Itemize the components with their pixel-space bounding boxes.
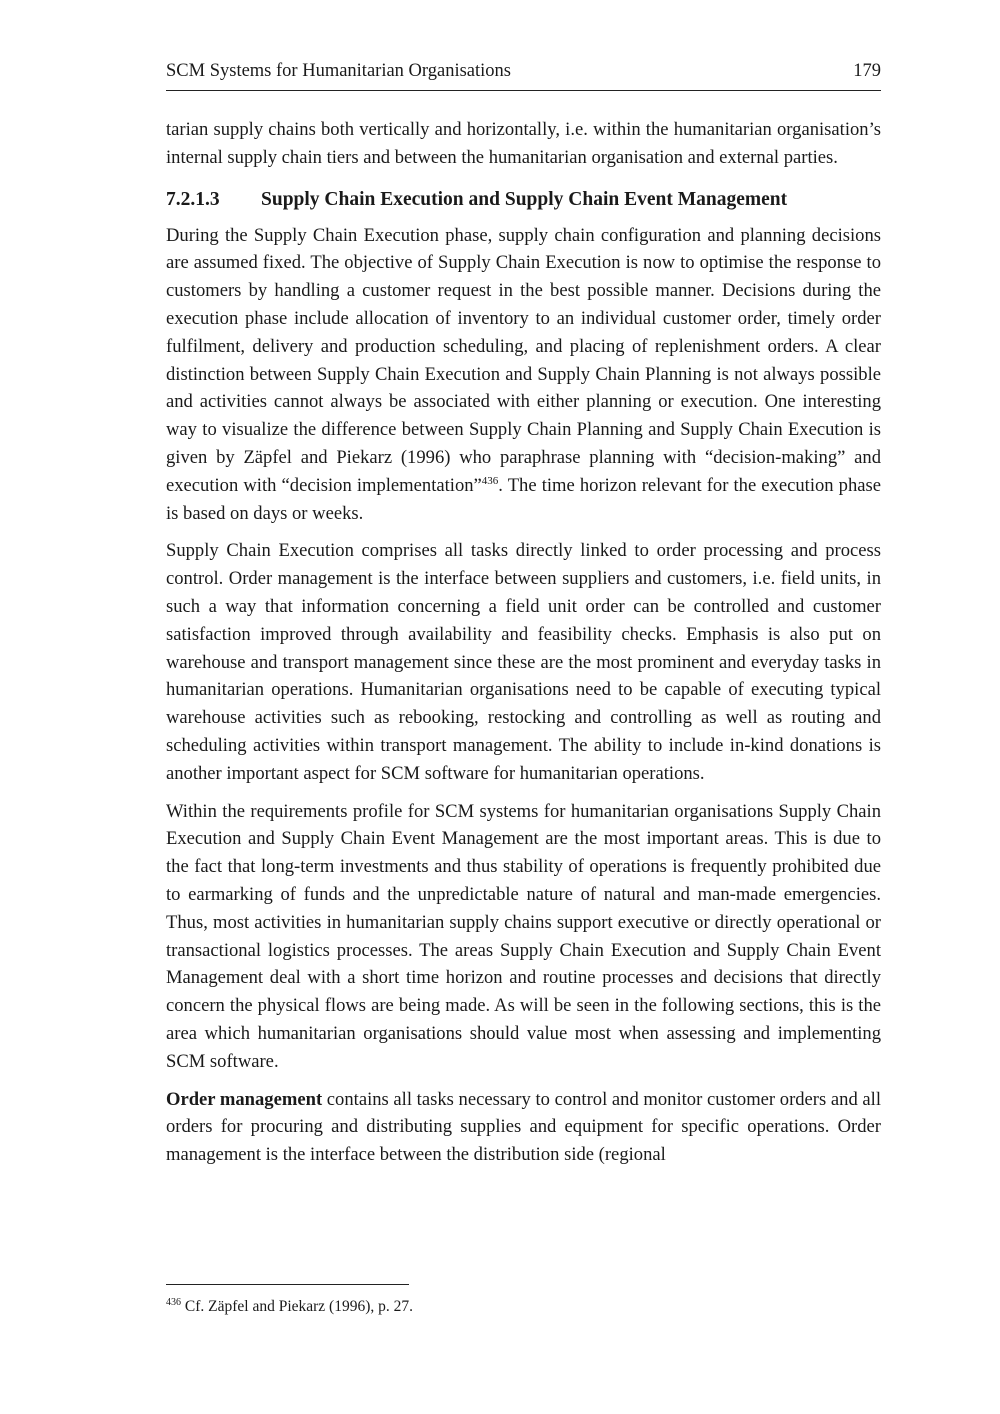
section-title: Supply Chain Execution and Supply Chain Event Management	[261, 188, 788, 210]
order-management-term: Order management	[166, 1088, 323, 1110]
paragraph-execution-phase-text: During the Supply Chain Execution phase, supply chain configuration and planning decisions are assumed fixed. The objective of Supply Chain Execution is now to optimise the response to customers by handling a customer request in the best possible manner. Decisions during the execution phase include allocation of inventory to an individual customer order, timely order fulfilment, delivery and production scheduling, and placing of replenishment orders. A clear distinction between Supply Chain Execution and Supply Chain Planning is not always possible and activities cannot always be associated with either planning or execution. One interesting way to visualize the difference between Supply Chain Planning and Supply Chain Execution is given by Zäpfel and Piekarz (1996) who paraphrase planning with “decision-making” and execution with “decision implementation”	[166, 224, 881, 496]
order-management-text: contains all tasks necessary to control and monitor customer orders and all orders for procuring and distributing supplies and equipment for specific operations. Order management is the interface between the distribution side (regional	[166, 1088, 881, 1166]
paragraph-execution-phase-tail: . The time horizon relevant for the execution phase is based on days or weeks.	[166, 474, 882, 524]
footnote-reference[interactable]: 436	[481, 474, 499, 487]
paragraph-order-management	[166, 1086, 881, 1169]
footnote-text: Cf. Zäpfel and Piekarz (1996), p. 27.	[181, 1298, 414, 1315]
intro-paragraph: tarian supply chains both vertically and horizontally, i.e. within the humanitarian organisation’s internal supply chain tiers and between the humanitarian organisation and external parties.	[166, 119, 881, 168]
running-header	[166, 58, 881, 91]
paragraph-execution-tasks: Supply Chain Execution comprises all tasks directly linked to order processing and process control. Order management is the interface between suppliers and customers, i.e. field units, in such a way that information concerning a field unit order can be controlled and customer satisfaction improved through availability and feasibility checks. Emphasis is also put on warehouse and transport management since these are the most prominent and everyday tasks in humanitarian operations. Humanitarian organisations need to be capable of executing typical warehouse activities such as rebooking, restocking and controlling as well as routing and scheduling activities within transport management. The ability to include in-kind donations is another important aspect for SCM software for humanitarian operations.	[166, 540, 881, 784]
section-number: 7.2.1.3	[166, 188, 220, 210]
section-heading	[166, 186, 881, 214]
footnote-divider	[166, 1284, 409, 1285]
footnote	[166, 1296, 413, 1318]
running-header-title: SCM Systems for Humanitarian Organisations	[166, 61, 511, 81]
page-number: 179	[853, 61, 881, 81]
body-text	[166, 116, 881, 1179]
paragraph-execution-phase	[166, 222, 881, 528]
paragraph-requirements-profile: Within the requirements profile for SCM systems for humanitarian organisations Supply Chain Execution and Supply Chain Event Management are the most important areas. This is due to the fact that long-term investments and thus stability of operations is frequently prohibited due to earmarking of funds and the unpredictable nature of natural and man-made emergencies. Thus, most activities in humanitarian supply chains support executive or directly operational or transactional logistics processes. The areas Supply Chain Execution and Supply Chain Event Management deal with a short time horizon and routine processes and decisions that directly concern the physical flows are being made. As will be seen in the following sections, this is the area which humanitarian organisations should value most when assessing and implementing SCM software.	[166, 800, 881, 1072]
footnote-number: 436	[166, 1297, 181, 1308]
